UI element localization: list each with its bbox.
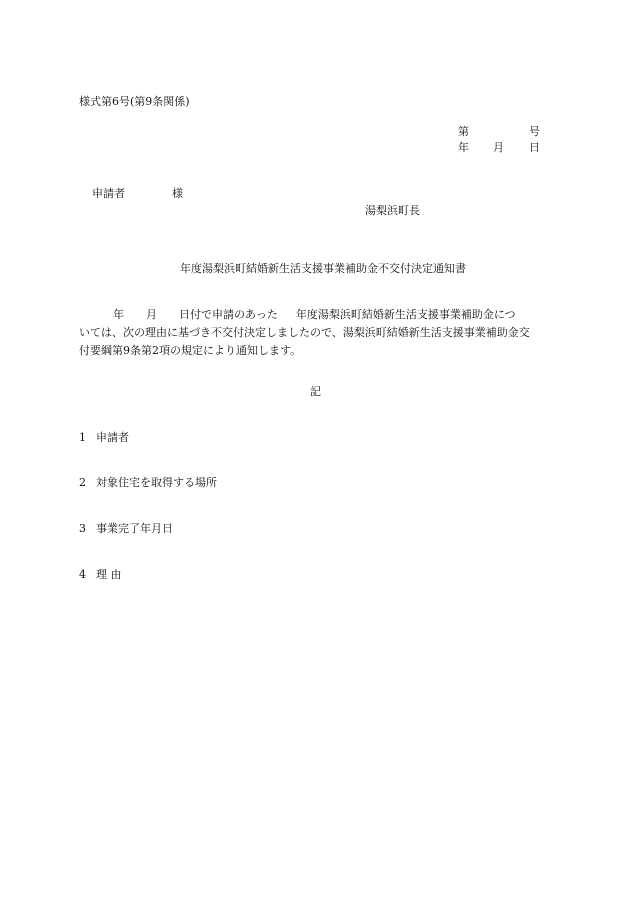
body-line-1 bbox=[79, 306, 551, 324]
item-number: 1 bbox=[79, 431, 86, 444]
item-number: 3 bbox=[79, 522, 86, 535]
item-label: 理 由 bbox=[96, 568, 122, 581]
ki-heading: 記 bbox=[310, 385, 321, 398]
item-3 bbox=[79, 523, 173, 534]
date-year: 年 bbox=[458, 141, 469, 154]
body-line-2: いては、次の理由に基づき不交付決定しましたので、湯梨浜町結婚新生活支援事業補助金交 bbox=[79, 326, 530, 339]
body-year: 年 bbox=[113, 308, 124, 321]
date-day: 日 bbox=[529, 141, 540, 154]
item-1 bbox=[79, 432, 129, 443]
addressee-label: 申請者 bbox=[92, 187, 125, 200]
body-applied: 日付で申請のあった bbox=[179, 308, 278, 321]
date-month: 月 bbox=[493, 141, 504, 154]
item-number: 4 bbox=[79, 568, 86, 581]
doc-number-prefix: 第 bbox=[458, 125, 469, 138]
body-month: 月 bbox=[146, 308, 157, 321]
item-number: 2 bbox=[79, 476, 86, 489]
doc-number-suffix: 号 bbox=[529, 125, 540, 138]
body-paragraph bbox=[79, 306, 551, 360]
item-label: 申請者 bbox=[96, 431, 129, 444]
item-label: 対象住宅を取得する場所 bbox=[96, 476, 217, 489]
item-2 bbox=[79, 477, 217, 488]
sender: 湯梨浜町長 bbox=[365, 204, 420, 217]
item-label: 事業完了年月日 bbox=[96, 522, 173, 535]
body-line-3: 付要綱第9条第2項の規定により通知します。 bbox=[79, 344, 302, 357]
body-subject: 年度湯梨浜町結婚新生活支援事業補助金につ bbox=[295, 308, 516, 321]
document-title: 年度湯梨浜町結婚新生活支援事業補助金不交付決定通知書 bbox=[180, 262, 466, 275]
addressee-honorific: 様 bbox=[172, 187, 183, 200]
form-label: 様式第6号(第9条関係) bbox=[79, 95, 190, 108]
item-4 bbox=[79, 569, 122, 580]
